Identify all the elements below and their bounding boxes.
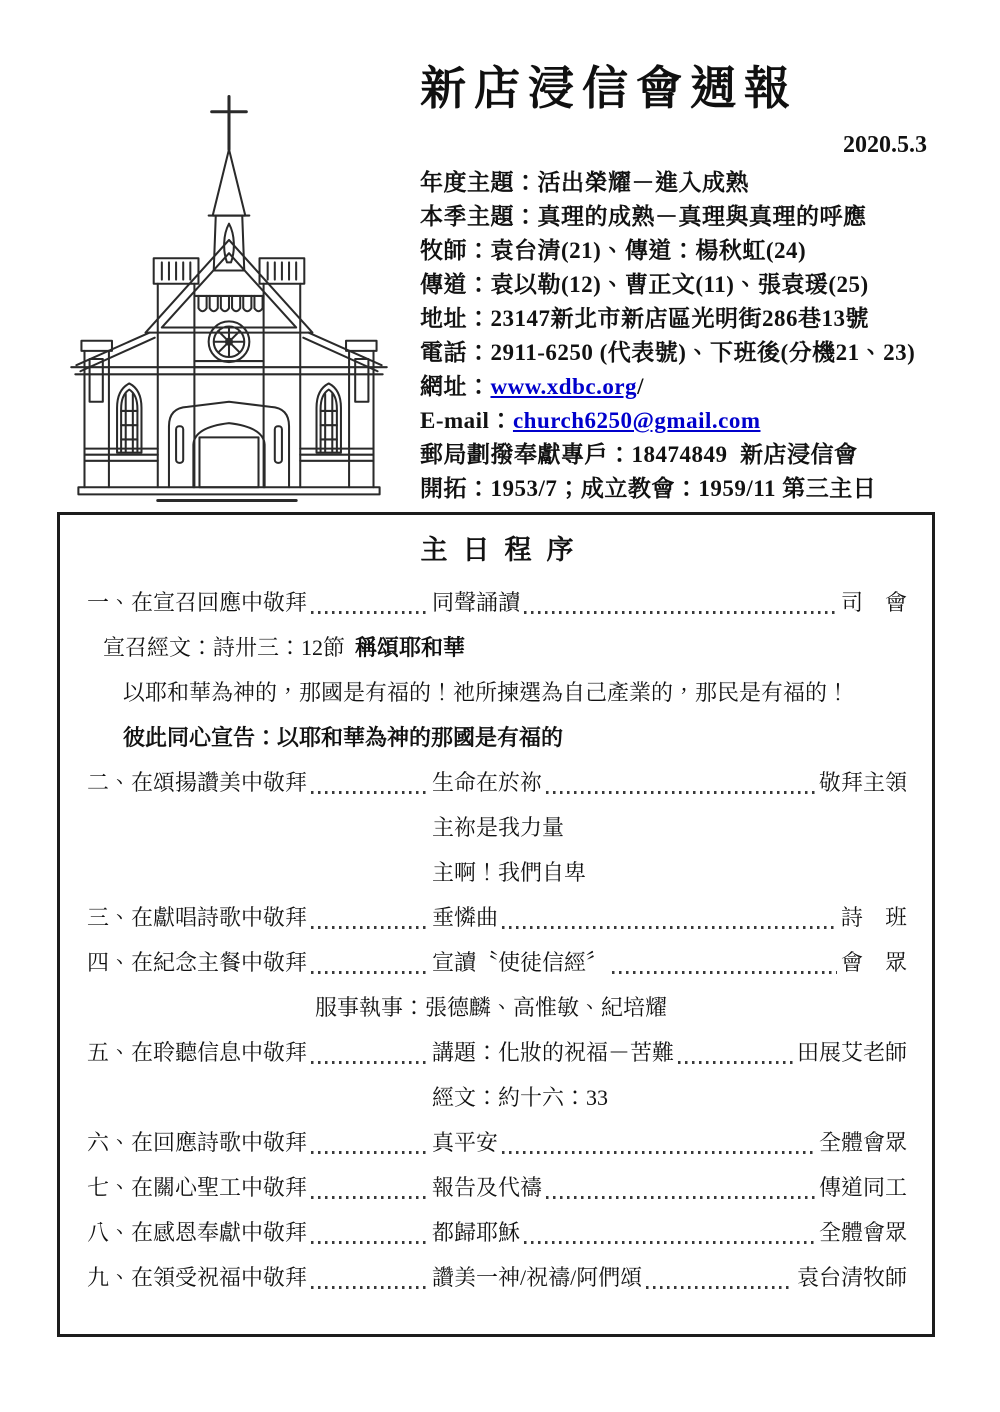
praise-song-line: 主祢是我力量 xyxy=(432,815,565,840)
program-row xyxy=(87,580,907,625)
program-content-label: 生命在於祢 xyxy=(432,770,543,795)
church-drawing xyxy=(56,90,402,508)
minister-line: 傳道：袁以勒(12)、曹正文(11)、張袁瑗(25) xyxy=(420,272,869,297)
program-row xyxy=(87,760,907,805)
dot-leader xyxy=(678,1061,793,1064)
eaves xyxy=(71,367,386,374)
program-row xyxy=(87,895,907,940)
dot-leader xyxy=(311,971,428,974)
call-scripture-text: 以耶和華為神的，那國是有福的！祂所揀選為自己產業的，那民是有福的！ xyxy=(123,680,850,705)
program-assignee-label: 詩 班 xyxy=(840,905,907,930)
left-wing xyxy=(81,341,157,488)
email-link[interactable]: church6250@gmail.com xyxy=(512,408,761,433)
masthead xyxy=(420,60,930,506)
dot-leader xyxy=(311,1196,428,1199)
dot-leader xyxy=(524,1241,815,1244)
pediment xyxy=(146,240,313,333)
program-item-label: 八、在感恩奉獻中敬拜 xyxy=(87,1220,308,1245)
program-content-label: 報告及代禱 xyxy=(432,1175,543,1200)
program-item-label: 二、在頌揚讚美中敬拜 xyxy=(87,770,308,795)
church-illustration xyxy=(56,90,402,508)
program-assignee-label: 全體會眾 xyxy=(818,1220,907,1245)
sunday-program-box xyxy=(57,512,935,1337)
founded-line: 開拓：1953/7；成立教會：1959/11 第三主日 xyxy=(420,476,877,501)
cross-icon xyxy=(212,96,247,149)
program-content-label: 垂憐曲 xyxy=(432,905,499,930)
website-link[interactable]: www.xdbc.org xyxy=(490,374,638,399)
program-content-label: 都歸耶穌 xyxy=(432,1220,521,1245)
quarter-theme-line: 本季主題：真理的成熟－真理與真理的呼應 xyxy=(420,204,867,229)
dot-leader xyxy=(612,971,837,974)
address-line: 地址：23147新北市新店區光明街286巷13號 xyxy=(420,306,869,331)
call-scripture-song: 稱頌耶和華 xyxy=(355,635,466,660)
communion-servers-line: 服事執事：張德麟、高惟敏、紀培耀 xyxy=(315,995,668,1020)
dot-leader xyxy=(546,791,815,794)
program-assignee-label: 傳道同工 xyxy=(818,1175,907,1200)
program-content-label: 講題：化妝的祝福－苦難 xyxy=(432,1040,675,1065)
program-row xyxy=(87,1030,907,1075)
program-row xyxy=(87,1120,907,1165)
program-content-label: 讚美一神/祝禱/阿們頌 xyxy=(432,1265,643,1290)
dot-leader xyxy=(311,1241,428,1244)
page-title: 新店浸信會週報 xyxy=(420,63,798,114)
program-assignee-label: 袁台清牧師 xyxy=(796,1265,907,1290)
call-scripture-label: 宣召經文：詩卅三：12節 xyxy=(103,635,346,660)
dot-leader xyxy=(311,926,428,929)
program-content-label: 宣讀〝使徒信經〞 xyxy=(432,950,609,975)
program-item-label: 六、在回應詩歌中敬拜 xyxy=(87,1130,308,1155)
declaration-line: 彼此同心宣告：以耶和華為神的那國是有福的 xyxy=(123,725,564,750)
dot-leader xyxy=(646,1286,793,1289)
phone-line: 電話：2911-6250 (代表號)、下班後(分機21、23) xyxy=(420,340,916,365)
dot-leader xyxy=(311,1061,428,1064)
center-facade xyxy=(194,296,263,311)
program-content-label: 真平安 xyxy=(432,1130,499,1155)
dot-leader xyxy=(502,1151,815,1154)
program-item-label: 七、在關心聖工中敬拜 xyxy=(87,1175,308,1200)
program-assignee-label: 會 眾 xyxy=(840,950,907,975)
praise-song-line: 主啊！我們自卑 xyxy=(432,860,587,885)
program-item-label: 一、在宣召回應中敬拜 xyxy=(87,590,308,615)
dot-leader xyxy=(311,1151,428,1154)
program-assignee-label: 敬拜主領 xyxy=(818,770,907,795)
pastor-line: 牧師：袁台清(21)、傳道：楊秋虹(24) xyxy=(420,238,807,263)
program-row xyxy=(87,1210,907,1255)
ground xyxy=(78,487,379,500)
postal-account-line: 郵局劃撥奉獻專戶：18474849 新店浸信會 xyxy=(420,442,858,467)
email-line xyxy=(420,404,930,438)
right-wing xyxy=(300,341,376,488)
program-row xyxy=(87,1255,907,1300)
sermon-scripture-line: 經文：約十六：33 xyxy=(432,1085,609,1110)
issue-date: 2020.5.3 xyxy=(843,132,927,158)
call-scripture-line xyxy=(87,625,907,670)
dot-leader xyxy=(311,791,428,794)
website-slash: / xyxy=(637,374,644,399)
annual-theme-line: 年度主題：活出榮耀－進入成熟 xyxy=(420,170,749,195)
website-label: 網址： xyxy=(420,374,491,399)
rose-window xyxy=(209,321,250,362)
church-info xyxy=(420,166,930,506)
program-assignee-label: 田展艾老師 xyxy=(796,1040,907,1065)
dot-leader xyxy=(311,611,428,614)
program-row xyxy=(87,940,907,985)
website-line xyxy=(420,370,930,404)
dot-leader xyxy=(311,1286,428,1289)
program-title: 主日程序 xyxy=(420,535,589,565)
entrance-portal xyxy=(169,402,289,487)
program-row xyxy=(87,1165,907,1210)
program-item-label: 九、在領受祝福中敬拜 xyxy=(87,1265,308,1290)
program-item-label: 三、在獻唱詩歌中敬拜 xyxy=(87,905,308,930)
dot-leader xyxy=(502,926,837,929)
program-item-label: 四、在紀念主餐中敬拜 xyxy=(87,950,308,975)
dot-leader xyxy=(524,611,837,614)
program-item-label: 五、在聆聽信息中敬拜 xyxy=(87,1040,308,1065)
email-label: E-mail： xyxy=(420,408,513,433)
program-assignee-label: 全體會眾 xyxy=(818,1130,907,1155)
dot-leader xyxy=(546,1196,815,1199)
program-assignee-label: 司 會 xyxy=(840,590,907,615)
program-content-label: 同聲誦讀 xyxy=(432,590,521,615)
